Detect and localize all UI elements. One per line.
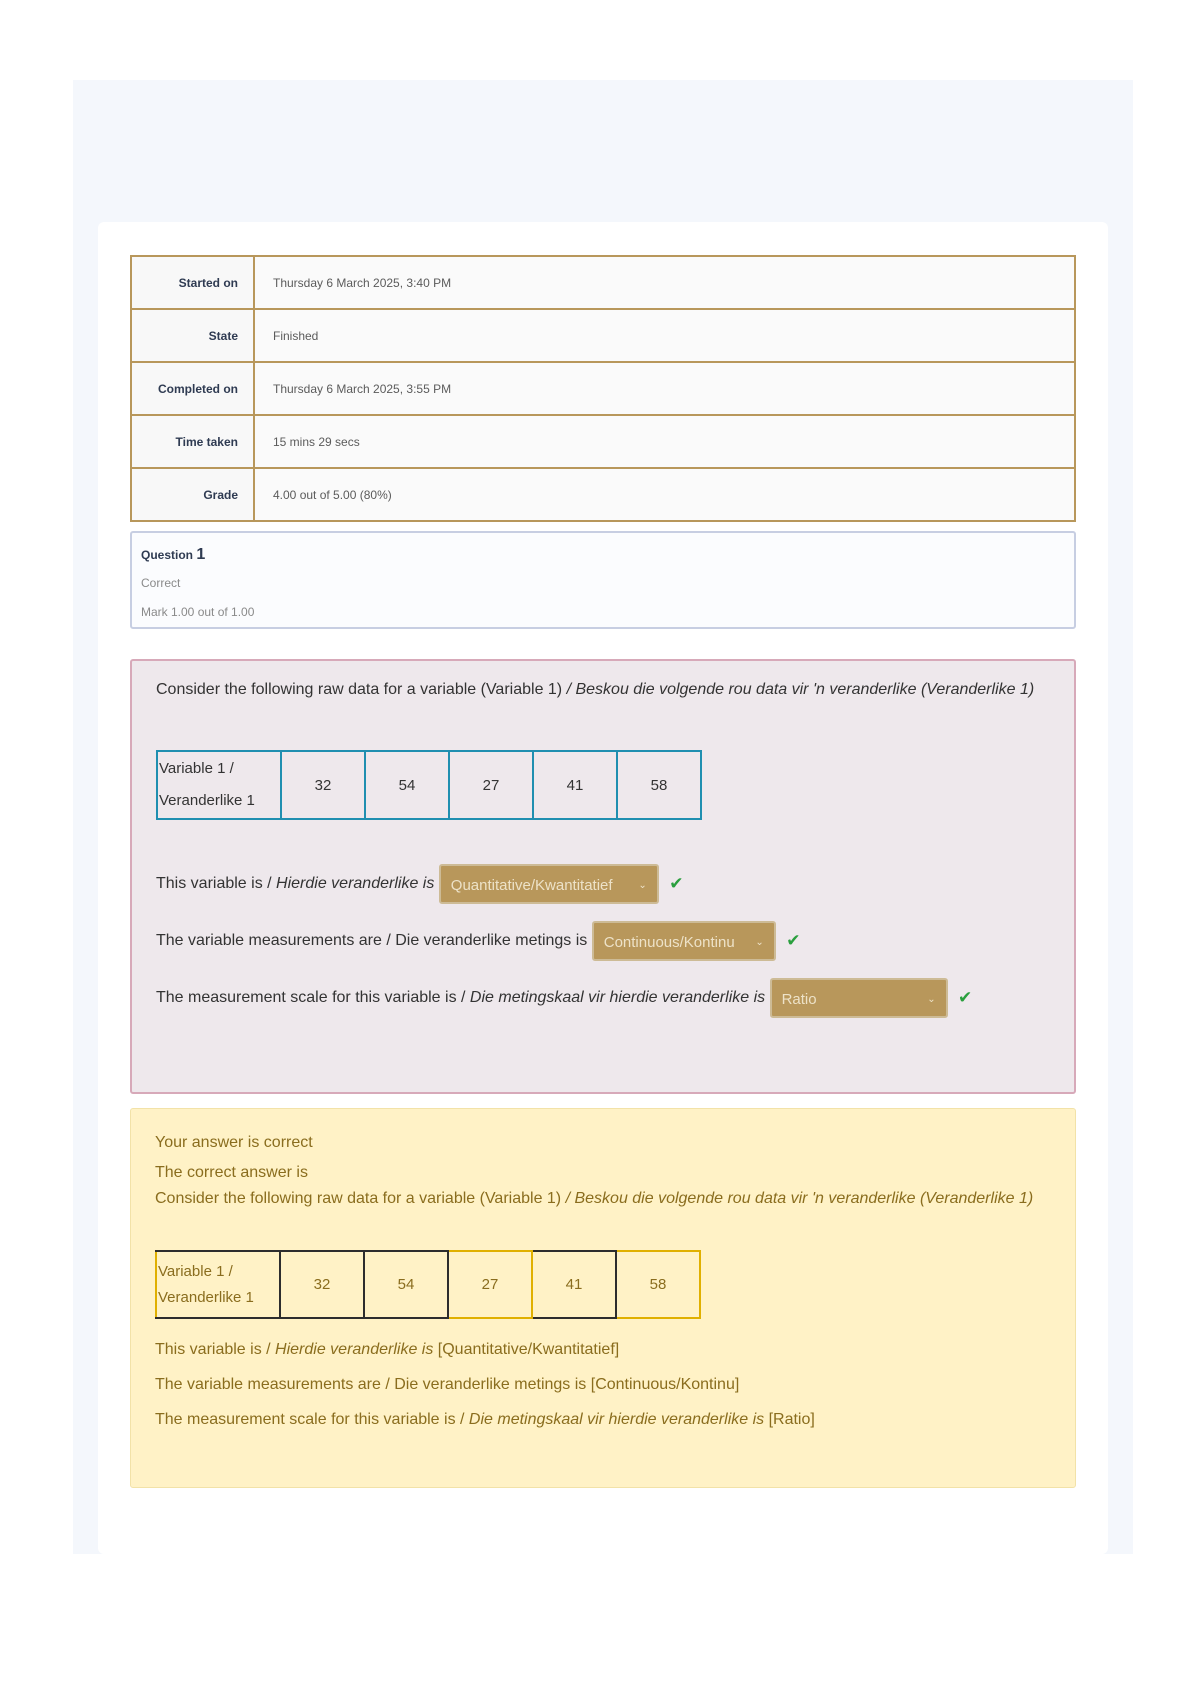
- subquestion-3-italic: Die metingskaal vir hierdie veranderlike is: [469, 989, 766, 1007]
- summary-label: State: [131, 309, 254, 362]
- feedback-correct-message: Your answer is correct: [155, 1134, 313, 1151]
- measurement-type-select[interactable]: [592, 921, 776, 961]
- question-intro: [156, 674, 1036, 706]
- data-cell: 41: [533, 751, 617, 819]
- summary-label: Grade: [131, 468, 254, 521]
- correct-answer-2: [155, 1376, 739, 1394]
- correct-answer-1: [155, 1341, 619, 1359]
- question-status: Correct: [141, 576, 181, 590]
- summary-row-time-taken: [131, 415, 1075, 468]
- table-row-label: Variable 1 / Veranderlike 1: [157, 751, 281, 819]
- subquestion-2-plain: The variable measurements are / Die veranderlike metings is: [156, 932, 588, 950]
- data-cell: 32: [280, 1251, 364, 1318]
- chevron-down-icon: ⌄: [638, 880, 647, 891]
- correct-answer-table: [155, 1250, 701, 1319]
- summary-value: 4.00 out of 5.00 (80%): [254, 468, 1075, 521]
- feedback-intro-plain: Consider the following raw data for a variable (Variable 1): [155, 1190, 566, 1207]
- summary-value: 15 mins 29 secs: [254, 415, 1075, 468]
- data-cell: 54: [364, 1251, 448, 1318]
- summary-row-completed: [131, 362, 1075, 415]
- attempt-summary-table: [130, 255, 1076, 522]
- feedback-intro: [155, 1186, 1035, 1212]
- question-intro-italic: / Beskou die volgende rou data vir 'n veranderlike (Veranderlike 1): [566, 681, 1035, 698]
- question-title: [141, 546, 205, 564]
- summary-value: Thursday 6 March 2025, 3:40 PM: [254, 256, 1075, 309]
- subquestion-3: [156, 978, 972, 1018]
- question-prefix: Question: [141, 548, 194, 562]
- measurement-scale-select[interactable]: [770, 978, 948, 1018]
- answer-3-italic: Die metingskaal vir hierdie veranderlike is: [468, 1411, 765, 1428]
- chevron-down-icon: ⌄: [927, 994, 936, 1005]
- summary-label: Completed on: [131, 362, 254, 415]
- data-cell: 27: [449, 751, 533, 819]
- question-info-box: [130, 531, 1076, 629]
- answer-2-plain: The variable measurements are / Die veranderlike metings is: [155, 1376, 587, 1393]
- question-intro-plain: Consider the following raw data for a variable (Variable 1): [156, 681, 567, 698]
- data-cell: 58: [616, 1251, 700, 1318]
- summary-row-started: [131, 256, 1075, 309]
- select-value: Ratio: [781, 991, 817, 1008]
- data-cell: 41: [532, 1251, 616, 1318]
- check-icon: ✔: [786, 931, 801, 950]
- subquestion-1: [156, 864, 684, 904]
- summary-label: Time taken: [131, 415, 254, 468]
- feedback-intro-italic: / Beskou die volgende rou data vir 'n veranderlike (Veranderlike 1): [565, 1190, 1034, 1207]
- answer-1-italic: Hierdie veranderlike is: [275, 1341, 434, 1358]
- chevron-down-icon: ⌄: [755, 937, 764, 948]
- summary-value: Finished: [254, 309, 1075, 362]
- variable-type-select[interactable]: [439, 864, 659, 904]
- answer-2-value: [Continuous/Kontinu]: [586, 1376, 740, 1393]
- subquestion-2: [156, 921, 800, 961]
- subquestion-3-plain: The measurement scale for this variable is /: [156, 989, 470, 1007]
- raw-data-table: [156, 750, 702, 820]
- data-cell: 32: [281, 751, 365, 819]
- summary-row-state: [131, 309, 1075, 362]
- summary-label: Started on: [131, 256, 254, 309]
- question-mark: Mark 1.00 out of 1.00: [141, 605, 255, 619]
- feedback-box: [130, 1108, 1076, 1488]
- question-text-box: [130, 659, 1076, 1094]
- check-icon: ✔: [669, 874, 684, 893]
- check-icon: ✔: [958, 988, 973, 1007]
- table-row: [156, 1251, 700, 1318]
- answer-3-plain: The measurement scale for this variable is /: [155, 1411, 469, 1428]
- question-number: 1: [196, 546, 206, 563]
- data-cell: 54: [365, 751, 449, 819]
- correct-answer-heading: The correct answer is: [155, 1164, 308, 1181]
- correct-answer-3: [155, 1411, 815, 1429]
- answer-1-value: [Quantitative/Kwantitatief]: [433, 1341, 620, 1358]
- select-value: Quantitative/Kwantitatief: [450, 877, 613, 894]
- answer-3-value: [Ratio]: [764, 1411, 815, 1428]
- table-row: [157, 751, 701, 819]
- answer-1-plain: This variable is /: [155, 1341, 276, 1358]
- subquestion-1-plain: This variable is /: [156, 875, 277, 893]
- summary-value: Thursday 6 March 2025, 3:55 PM: [254, 362, 1075, 415]
- table-row-label: Variable 1 / Veranderlike 1: [156, 1251, 280, 1318]
- summary-row-grade: [131, 468, 1075, 521]
- select-value: Continuous/Kontinu: [603, 934, 735, 951]
- subquestion-1-italic: Hierdie veranderlike is: [276, 875, 435, 893]
- data-cell: 58: [617, 751, 701, 819]
- data-cell: 27: [448, 1251, 532, 1318]
